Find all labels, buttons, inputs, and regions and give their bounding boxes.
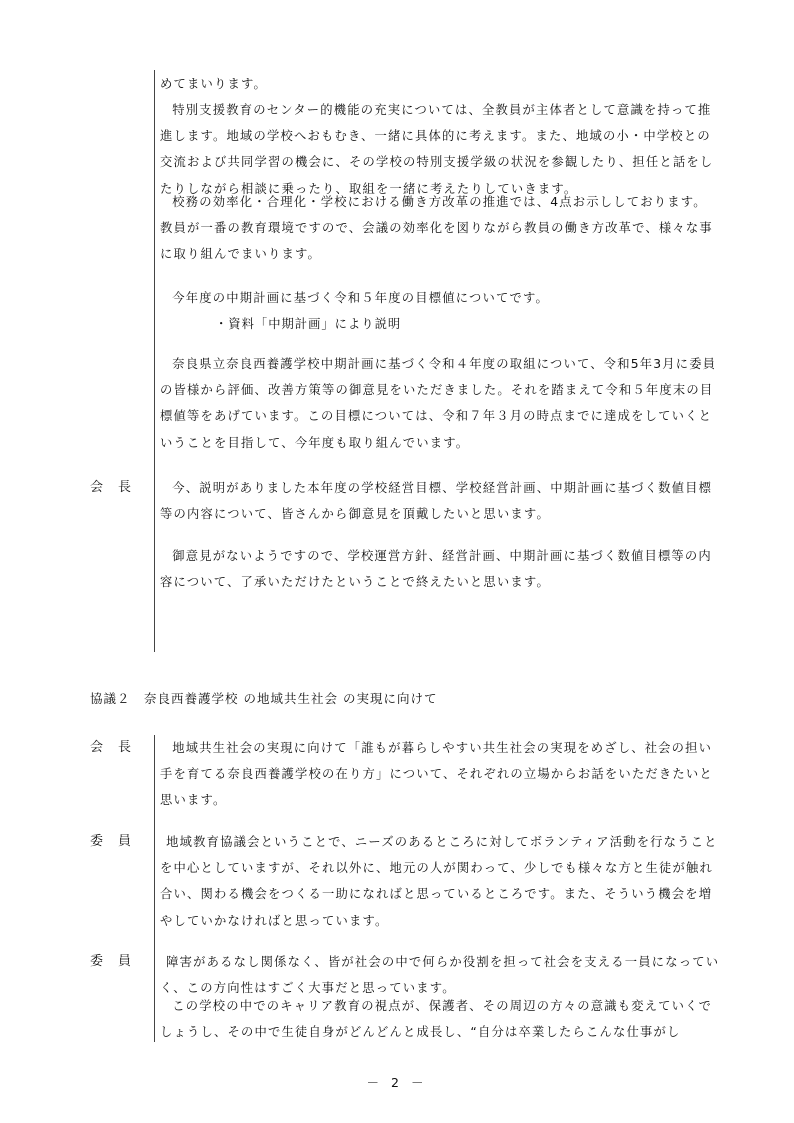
section-heading-discussion-2: 協議２ 奈良西養護学校 の地域共生社会 の実現に向けて bbox=[90, 691, 438, 706]
paragraph-member-1: 地域教育協議会ということで、ニーズのあるところに対してボランティア活動を行なうことを中心としていますが、それ以外に、地元の人が関わって、少しでも様々な方と生徒が触れ合い、関わる機会をつくる一助になればと思っているところです。また、そういう機会を増やしていかなければと思っています。 bbox=[160, 835, 718, 928]
paragraph-member-2b: この学校の中でのキャリア教育の視点が、保護者、その周辺の方々の意識も変えていくでしょうし、その中で生徒自身がどんどんと成長し、“自分は卒業したらこんな仕事がし bbox=[160, 999, 713, 1040]
paragraph-goal-intro: 今年度の中期計画に基づく令和５年度の目標値についてです。 bbox=[172, 291, 549, 305]
speaker-chair-2: 会 長 bbox=[90, 740, 133, 755]
speaker-member-1: 委 員 bbox=[90, 834, 133, 849]
paragraph-goal-detail: 奈良県立奈良西養護学校中期計画に基づく令和４年度の取組について、令和5年3月に委員の皆様から評価、改善方策等の御意見をいただきました。それを踏まえて令和５年度末の目標値等をあげています。この目標については、令和７年３月の時点までに達成をしていくということを目指して、今年度も取り組んでいます。 bbox=[160, 357, 717, 450]
paragraph-member-2a: 障害があるなし関係なく、皆が社会の中で何らか役割を担って社会を支える一員になっていく、この方向性はすごく大事だと思っています。 bbox=[160, 955, 720, 996]
bullet-material-note: ・資料「中期計画」により説明 bbox=[215, 317, 402, 331]
paragraph-special-support: 特別支援教育のセンター的機能の充実については、全教員が主体者として意識を持って推進します。地域の学校へおもむき、一緒に具体的に考えます。また、地域の小・中学校との交流および共同学習の機会に、その学校の特別支援学級の状況を参観したり、担任と話をしたりしながら相談に乗ったり、取組を一緒に考えたりしていきます。 bbox=[160, 103, 714, 196]
speaker-chair-1: 会 長 bbox=[90, 480, 133, 495]
speech-column-rule-top bbox=[154, 70, 155, 652]
paragraph-chair-2: 地域共生社会の実現に向けて「誰もが暮らしやすい共生社会の実現をめざし、社会の担い手を育てる奈良西養護学校の在り方」について、それぞれの立場からお話をいただきたいと思います。 bbox=[160, 741, 713, 808]
paragraph-chair-1b: 御意見がないようですので、学校運営方針、経営計画、中期計画に基づく数値目標等の内容について、了承いただけたということで終えたいと思います。 bbox=[160, 549, 712, 590]
continued-text-line: めてまいります。 bbox=[160, 77, 267, 91]
paragraph-work-style-reform: 校務の効率化・合理化・学校における働き方改革の推進では、4点お示ししております。教員が一番の教育環境ですので、会議の効率化を図りながら教員の働き方改革で、様々な事に取り組んでまいります。 bbox=[160, 195, 713, 262]
speech-column-rule-bottom bbox=[154, 735, 155, 1042]
paragraph-chair-1a: 今、説明がありました本年度の学校経営目標、学校経営計画、中期計画に基づく数値目標等の内容について、皆さんから御意見を頂戴したいと思います。 bbox=[160, 481, 713, 522]
page-number: － 2 － bbox=[366, 1075, 428, 1090]
speaker-member-2: 委 員 bbox=[90, 954, 133, 969]
